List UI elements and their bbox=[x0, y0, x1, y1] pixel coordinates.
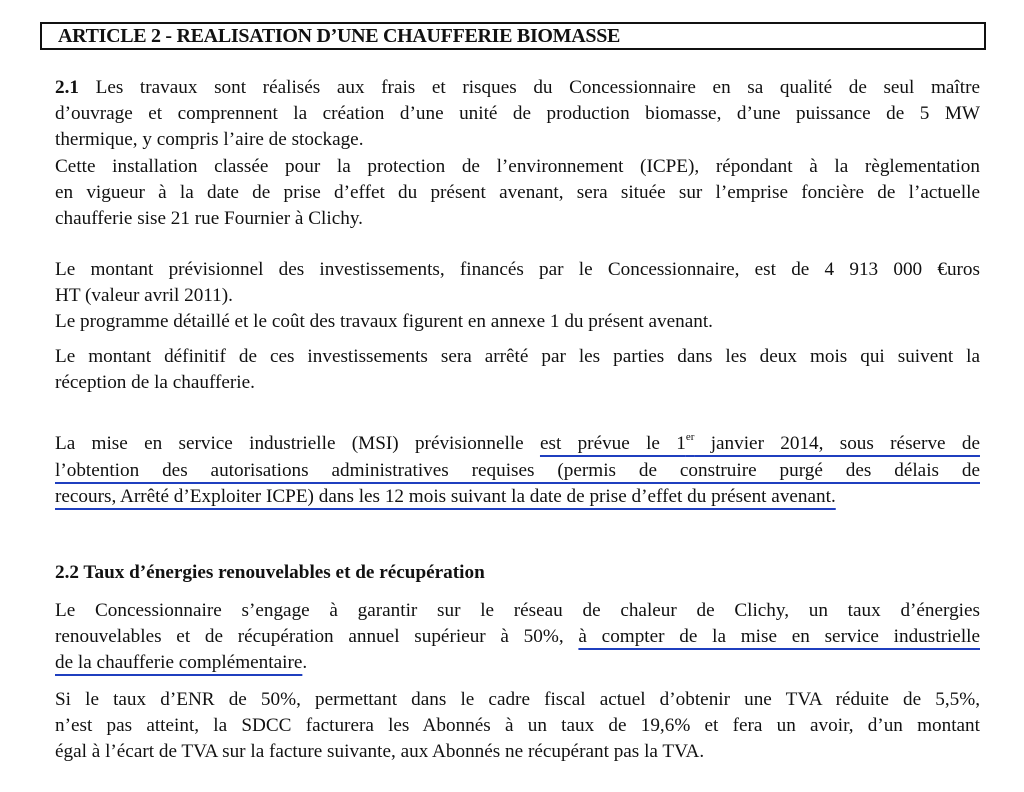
final-line-2: réception de la chaufferie. bbox=[55, 372, 255, 393]
s22-p1-line-1: Le Concessionnaire s’engage à garantir sur le réseau de chaleur de Clichy, un taux d’énergies bbox=[55, 600, 980, 621]
msi-line-3-text: recours, Arrêté d’Exploiter ICPE) dans les 12 mois suivant la date de prise d’effet du présent avenant. bbox=[55, 486, 836, 507]
s21-line-6: chaufferie sise 21 rue Fournier à Clichy. bbox=[55, 208, 363, 229]
invest-line-1: Le montant prévisionnel des investissements, financés par le Concessionnaire, est de 4 913 000 €uros bbox=[55, 259, 980, 280]
s22-p2-line-3: égal à l’écart de TVA sur la facture suivante, aux Abonnés ne récupérant pas la TVA. bbox=[55, 741, 705, 762]
s21-line-5: en vigueur à la date de prise d’effet du présent avenant, sera située sur l’emprise foncière de l’actuelle bbox=[55, 182, 980, 203]
s21-line-1-text: Les travaux sont réalisés aux frais et risques du Concessionnaire en sa qualité de seul maître bbox=[78, 77, 980, 98]
invest-line-3: Le programme détaillé et le coût des travaux figurent en annexe 1 du présent avenant. bbox=[55, 311, 713, 332]
msi-line-1-start: La mise en service industrielle (MSI) prévisionnelle bbox=[55, 433, 540, 454]
s22-p1-line-2 bbox=[55, 624, 980, 650]
msi-date-text: est prévue le 1 bbox=[539, 433, 686, 454]
s22-p1-line-3-end: . bbox=[302, 652, 308, 673]
msi-underlined-date bbox=[540, 433, 980, 454]
msi-line-2 bbox=[55, 458, 980, 484]
msi-date-rest: janvier 2014, sous réserve de bbox=[694, 433, 980, 454]
msi-line-1 bbox=[55, 431, 980, 457]
s22-p2-line-1: Si le taux d’ENR de 50%, permettant dans le cadre fiscal actuel d’obtenir une TVA réduite de 5,5%, bbox=[55, 689, 980, 710]
article-title-box bbox=[40, 22, 986, 50]
s21-line-4: Cette installation classée pour la protection de l’environnement (ICPE), répondant à la règlementation bbox=[55, 156, 980, 177]
msi-line-3 bbox=[55, 484, 980, 510]
s21-line-2: d’ouvrage et comprennent la création d’une unité de production biomasse, d’une puissance de 5 MW bbox=[55, 103, 980, 124]
s22-heading: 2.2 Taux d’énergies renouvelables et de récupération bbox=[55, 562, 485, 583]
s21-line-1 bbox=[55, 75, 980, 101]
final-line-1: Le montant définitif de ces investissements sera arrêté par les parties dans les deux mois qui suivent la bbox=[55, 346, 980, 367]
s22-p1-line-2-underlined: à compter de la mise en service industrielle bbox=[578, 626, 980, 647]
s21-line-3: thermique, y compris l’aire de stockage. bbox=[55, 129, 364, 150]
article-title: ARTICLE 2 - REALISATION D’UNE CHAUFFERIE BIOMASSE bbox=[58, 25, 621, 47]
s22-p1-line-3 bbox=[55, 650, 980, 676]
s22-p1-line-3-underlined: de la chaufferie complémentaire bbox=[55, 652, 303, 673]
msi-date-sup: er bbox=[685, 431, 695, 443]
s22-p2-line-2: n’est pas atteint, la SDCC facturera les Abonnés à un taux de 19,6% et fera un avoir, d’un montant bbox=[55, 715, 980, 736]
msi-line-2-text: l’obtention des autorisations administratives requises (permis de construire purgé des délais de bbox=[55, 460, 980, 481]
invest-line-2: HT (valeur avril 2011). bbox=[55, 285, 233, 306]
s21-number: 2.1 bbox=[55, 77, 79, 98]
s22-p1-line-2-start: renouvelables et de récupération annuel supérieur à 50%, bbox=[55, 626, 579, 647]
